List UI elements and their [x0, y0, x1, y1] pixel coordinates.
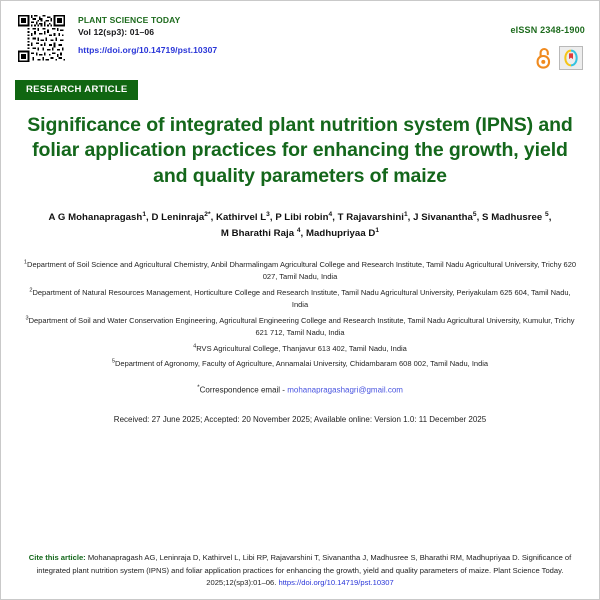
cite-text: Mohanapragash AG, Leninraja D, Kathirvel L, Libi RP, Rajavarshini T, Sivanantha J, Madhusree S, Bharathi RM, Madhupriyaa D. Significance of integrated plant nutrition system (IPNS) and foliar application practices for enhancing the growth, yield and quality parameters of maize. Plant Science Today. 2025;12(sp3):01–06. [36, 552, 572, 588]
article-title: Significance of integrated plant nutrition system (IPNS) and foliar application practices for enhancing the growth, yield and quality parameters of maize [27, 113, 573, 188]
affiliation-list [17, 259, 583, 370]
affiliation-1 [17, 259, 583, 283]
cite-doi-link[interactable]: https://doi.org/10.14719/pst.10307 [278, 578, 394, 588]
affiliation-marker: 5 [111, 358, 115, 365]
header-right [510, 14, 585, 70]
masthead-text [78, 14, 510, 61]
affiliation-5 [17, 358, 583, 370]
correspondence-asterisk: * [197, 384, 200, 392]
affiliation-text: Department of Agronomy, Faculty of Agriculture, Annamalai University, Chidambaram 608 002, Tamil Nadu, India [115, 359, 489, 369]
journal-logo-icon[interactable] [559, 46, 583, 70]
correspondence-label: Correspondence email - [199, 386, 288, 396]
affiliation-2 [17, 287, 583, 311]
affiliation-marker: 4 [193, 343, 197, 350]
publication-dates: Received: 27 June 2025; Accepted: 20 November 2025; Available online: Version 1.0: 11 December 2025 [113, 415, 487, 425]
cite-this-article [17, 552, 583, 590]
journal-name: PLANT SCIENCE TODAY [78, 15, 181, 25]
affiliation-marker: 2 [29, 287, 33, 294]
affiliation-3 [17, 315, 583, 339]
affiliation-text: Department of Soil Science and Agricultural Chemistry, Anbil Dharmalingam Agricultural College and Research Institute, Tamil Nadu Agricultural University, Trichy 620 027, Tamil Nadu, India [27, 260, 577, 282]
badge-row [1, 69, 599, 100]
header-icon-group [510, 46, 585, 70]
affiliation-marker: 3 [25, 315, 29, 322]
doi-link[interactable]: https://doi.org/10.14719/pst.10307 [78, 45, 218, 56]
masthead [1, 1, 599, 69]
affiliation-text: RVS Agricultural College, Thanjavur 613 402, Tamil Nadu, India [196, 343, 407, 353]
correspondence-line [1, 384, 599, 395]
affiliation-marker: 1 [23, 259, 28, 266]
affiliation-4 [17, 343, 583, 355]
affiliation-text: Department of Natural Resources Management, Horticulture College and Research Institute, Tamil Nadu Agricultural University, Periyakulam 625 604, Tamil Nadu, India [32, 288, 571, 310]
article-type-badge: RESEARCH ARTICLE [15, 80, 138, 100]
author-list: A G Mohanapragash$^1$, D Leninraja$^{2*}$, Kathirvel $L^3$, P Libi robin$^4$, T Rajavarshini$^1$, J Sivanantha$^5$, S Madhusree $^5$, M Bharathi Raja $^4$, Madhupriyaa $D^1$ [48, 211, 552, 239]
open-access-lock-icon[interactable] [536, 47, 553, 69]
volume-issue-pages: Vol 12(sp3): 01–06 [78, 27, 155, 38]
cite-label: Cite this article: [28, 552, 88, 562]
qr-code-icon[interactable] [18, 15, 65, 62]
eissn-label: eISSN 2348-1900 [510, 25, 585, 35]
affiliation-text: Department of Soil and Water Conservation Engineering, Agricultural Engineering College and Research Institute, Tamil Nadu Agricultural University, Kumulur, Trichy 621 712, Tamil Nadu, India [28, 315, 575, 338]
correspondence-email-link[interactable]: mohanapragashagri@gmail.com [287, 386, 403, 396]
